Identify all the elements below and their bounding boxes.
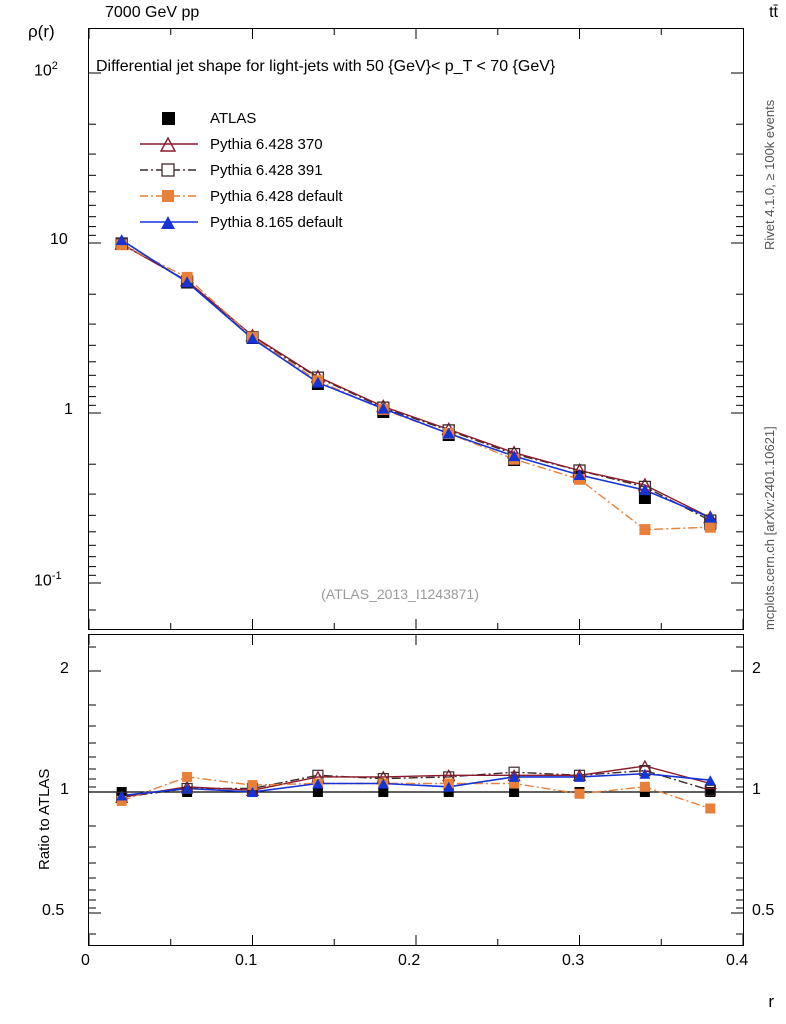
legend-item-atlas (140, 105, 343, 131)
plot-title: Differential jet shape for light-jets with 50 {GeV}< p_T < 70 {GeV} (96, 58, 556, 75)
series-line-pythia6-370 (122, 244, 711, 517)
ratio-markers-pythia6-370 (116, 761, 716, 802)
ratio-plot-svg (89, 635, 743, 945)
x-axis-label: r (768, 992, 774, 1011)
legend-key-pythia8-default (140, 212, 200, 232)
x-tick-label-0.4: 0.4 (726, 952, 749, 969)
dataset-watermark: (ATLAS_2013_I1243871) (321, 586, 479, 602)
header-beam-label: 7000 GeV pp (105, 4, 200, 21)
x-tick-label-0.1: 0.1 (235, 952, 258, 969)
ratio-tick-label-0.5-right: 0.5 (752, 902, 775, 919)
legend (140, 105, 343, 235)
series-line-pythia6-391 (122, 244, 711, 521)
x-tick-label-0.2: 0.2 (398, 952, 421, 969)
ratio-tick-label-0.5-left: 0.5 (42, 902, 65, 919)
y-tick-label-0.1: $10^{-1}$ (34, 570, 62, 590)
header-process-label: tt̄ (769, 4, 778, 21)
y-tick-label-100: $10^2$ (34, 60, 58, 80)
legend-label-pythia8-default: Pythia 8.165 default (210, 213, 343, 231)
mcplots-reference-label: mcplots.cern.ch [arXiv:2401.10621] (762, 426, 777, 630)
x-tick-label-0.3: 0.3 (562, 952, 585, 969)
rivet-version-label: Rivet 4.1.0, ≥ 100k events (762, 99, 777, 250)
legend-key-atlas (140, 108, 200, 128)
ratio-markers-pythia6-391 (117, 766, 716, 803)
ratio-y-axis-label: Ratio to ATLAS (36, 768, 53, 870)
y-tick-label-10: 10 (50, 231, 68, 248)
ratio-tick-label-2-left: 2 (60, 660, 69, 677)
ratio-tick-label-2-right: 2 (752, 660, 761, 677)
ratio-tick-label-1-right: 1 (752, 781, 761, 798)
y-tick-label-1: 1 (64, 401, 73, 418)
legend-label-atlas: ATLAS (210, 109, 257, 127)
series-markers-pythia6-default (116, 239, 716, 535)
ratio-plot-panel (88, 634, 744, 946)
legend-label-pythia6-370: Pythia 6.428 370 (210, 135, 323, 153)
legend-item-pythia8-default (140, 209, 343, 235)
series-markers-pythia8-default (116, 234, 717, 522)
legend-label-pythia6-391: Pythia 6.428 391 (210, 161, 323, 179)
series-line-pythia6-default (122, 245, 711, 530)
legend-item-pythia6-370 (140, 131, 343, 157)
legend-item-pythia6-default (140, 183, 343, 209)
series-markers-pythia6-391 (116, 238, 716, 526)
legend-label-pythia6-default: Pythia 6.428 default (210, 187, 343, 205)
legend-key-pythia6-391 (140, 160, 200, 180)
ratio-line-pythia6-default (122, 777, 711, 809)
series-markers-pythia6-370 (116, 238, 717, 523)
legend-key-pythia6-default (140, 186, 200, 206)
ratio-line-pythia6-370 (122, 766, 711, 797)
legend-key-pythia6-370 (140, 134, 200, 154)
y-axis-label-main: ρ(r) (28, 22, 55, 41)
ratio-tick-label-1-left: 1 (60, 781, 69, 798)
legend-item-pythia6-391 (140, 157, 343, 183)
x-tick-label-0: 0 (81, 952, 90, 969)
series-line-pythia8-default (122, 240, 711, 517)
